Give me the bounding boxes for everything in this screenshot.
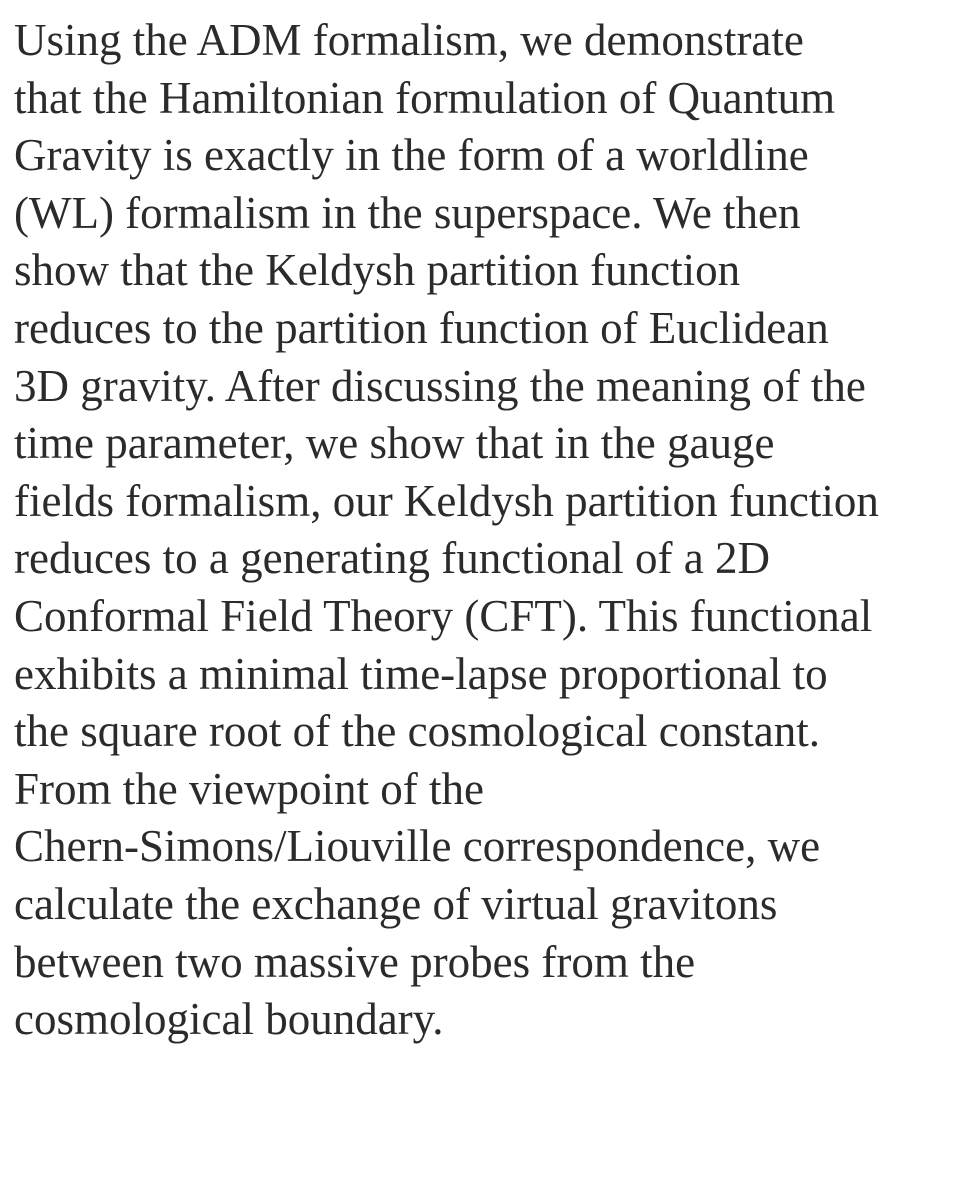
abstract-line: reduces to the partition function of Euclidean [14,302,829,353]
abstract-line: (WL) formalism in the superspace. We then [14,187,801,238]
abstract-line: From the viewpoint of the [14,763,484,814]
abstract-text [14,12,954,1049]
abstract-line: the square root of the cosmological constant. [14,706,821,757]
abstract-line: fields formalism, our Keldysh partition function [14,475,879,526]
abstract-line: that the Hamiltonian formulation of Quantum [14,72,836,123]
abstract-line: Conformal Field Theory (CFT). This functional [14,590,873,641]
abstract-line: cosmological boundary. [14,994,444,1045]
abstract-line: Gravity is exactly in the form of a worldline [14,130,809,181]
abstract-line: 3D gravity. After discussing the meaning of the [14,360,866,411]
abstract-line: time parameter, we show that in the gauge [14,418,775,469]
abstract-line: Using the ADM formalism, we demonstrate [14,15,804,65]
abstract-line: Chern-Simons/Liouville correspondence, we [14,821,821,872]
abstract-line: between two massive probes from the [14,936,696,987]
abstract-line: calculate the exchange of virtual gravitons [14,878,778,929]
abstract-line: reduces to a generating functional of a 2D [14,533,770,584]
abstract-line: exhibits a minimal time-lapse proportional to [14,648,828,699]
abstract-line: show that the Keldysh partition function [14,245,741,296]
